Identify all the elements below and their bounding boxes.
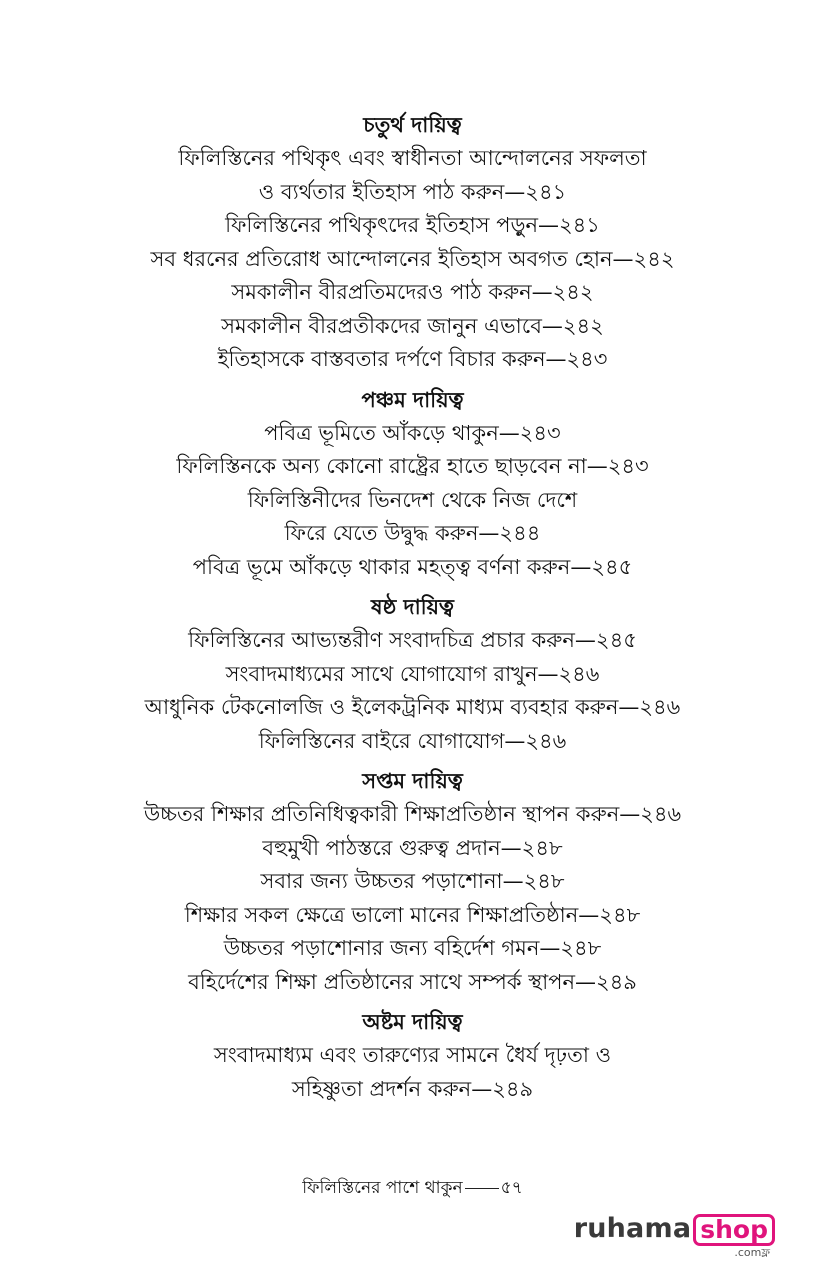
toc-entry: ফিলিস্তিনীদের ভিনদেশ থেকে নিজ দেশে	[247, 487, 578, 512]
toc-entry: সংবাদমাধ্যম এবং তারুণ্যের সামনে ধৈর্য দৃঢ়তা ও	[213, 1043, 612, 1067]
section-title: ষষ্ঠ দায়িত্ব	[370, 595, 454, 619]
section-title: সপ্তম দায়িত্ব	[362, 769, 463, 793]
section-7	[0, 764, 825, 999]
toc-entry: সবার জন্য উচ্চতর পড়াশোনা—২৪৮	[260, 869, 565, 893]
toc-entry: ফিলিস্তিনের পথিকৃৎ এবং স্বাধীনতা আন্দোলনের সফলতা	[178, 146, 647, 170]
logo-badge-text: shop	[700, 1215, 768, 1244]
section-title: অষ্টম দায়িত্ব	[362, 1010, 463, 1034]
toc-entry: বহির্দেশের শিক্ষা প্রতিষ্ঠানের সাথে সম্পর্ক স্থাপন—২৪৯	[188, 969, 637, 994]
toc-entry: সহিষ্ণুতা প্রদর্শন করুন—২৪৯	[291, 1076, 534, 1101]
toc-entry: সমকালীন বীরপ্রতীকদের জানুন এভাবে—২৪২	[221, 313, 604, 338]
table-of-contents	[0, 108, 825, 1106]
page-number: ৫৭	[500, 1178, 523, 1198]
toc-entry: ফিরে যেতে উদ্বুদ্ধ করুন—২৪৪	[284, 521, 541, 545]
page-footer	[0, 1176, 825, 1200]
toc-entry: উচ্চতর পড়াশোনার জন্য বহির্দেশ গমন—২৪৮	[223, 936, 602, 960]
section-title: পঞ্চম দায়িত্ব	[361, 387, 464, 412]
toc-entry: ফিলিস্তিনকে অন্য কোনো রাষ্ট্রের হাতে ছাড়বেন না—২৪৩	[176, 454, 649, 478]
toc-entry: উচ্চতর শিক্ষার প্রতিনিধিত্বকারী শিক্ষাপ্রতিষ্ঠান স্থাপন করুন—২৪৬	[143, 802, 682, 826]
footer-dash	[465, 1188, 499, 1189]
section-5	[0, 383, 825, 585]
toc-entry: সমকালীন বীরপ্রতিমদেরও পাঠ করুন—২৪২	[231, 280, 594, 304]
toc-entry: পবিত্র ভূমিতে আঁকড়ে থাকুন—২৪৩	[264, 420, 561, 445]
footer-book-title: ফিলিস্তিনের পাশে থাকুন	[302, 1178, 463, 1198]
toc-entry: সব ধরনের প্রতিরোধ আন্দোলনের ইতিহাস অবগত হোন—২৪২	[150, 246, 675, 271]
section-8	[0, 1005, 825, 1106]
toc-entry: সংবাদমাধ্যমের সাথে যোগাযোগ রাখুন—২৪৬	[225, 661, 600, 686]
ruhamashop-logo	[573, 1213, 775, 1259]
toc-entry: ইতিহাসকে বাস্তবতার দর্পণে বিচার করুন—২৪৩	[217, 347, 608, 371]
toc-entry: ফিলিস্তিনের পথিকৃৎদের ইতিহাস পড়ুন—২৪১	[225, 213, 600, 237]
logo-text: ruhama	[573, 1213, 692, 1244]
toc-entry: ফিলিস্তিনের বাইরে যোগাযোগ—২৪৬	[258, 728, 567, 753]
toc-entry: বহুমুখী পাঠস্তরে গুরুত্ব প্রদান—২৪৮	[262, 835, 563, 860]
toc-entry: পবিত্র ভূমে আঁকড়ে থাকার মহত্ত্ব বর্ণনা করুন—২৪৫	[192, 554, 633, 579]
section-title: চতুর্থ দায়িত্ব	[363, 113, 462, 137]
toc-entry: আধুনিক টেকনোলজি ও ইলেকট্রনিক মাধ্যম ব্যবহার করুন—২৪৬	[144, 695, 681, 719]
logo-sub: .comফ্ল	[734, 1246, 770, 1259]
toc-entry: ফিলিস্তিনের আভ্যন্তরীণ সংবাদচিত্র প্রচার করুন—২৪৫	[188, 628, 637, 652]
section-6	[0, 590, 825, 758]
section-4	[0, 108, 825, 377]
logo-badge	[693, 1214, 775, 1259]
toc-entry: ও ব্যর্থতার ইতিহাস পাঠ করুন—২৪১	[258, 179, 567, 204]
toc-entry: শিক্ষার সকল ক্ষেত্রে ভালো মানের শিক্ষাপ্রতিষ্ঠান—২৪৮	[184, 902, 641, 927]
